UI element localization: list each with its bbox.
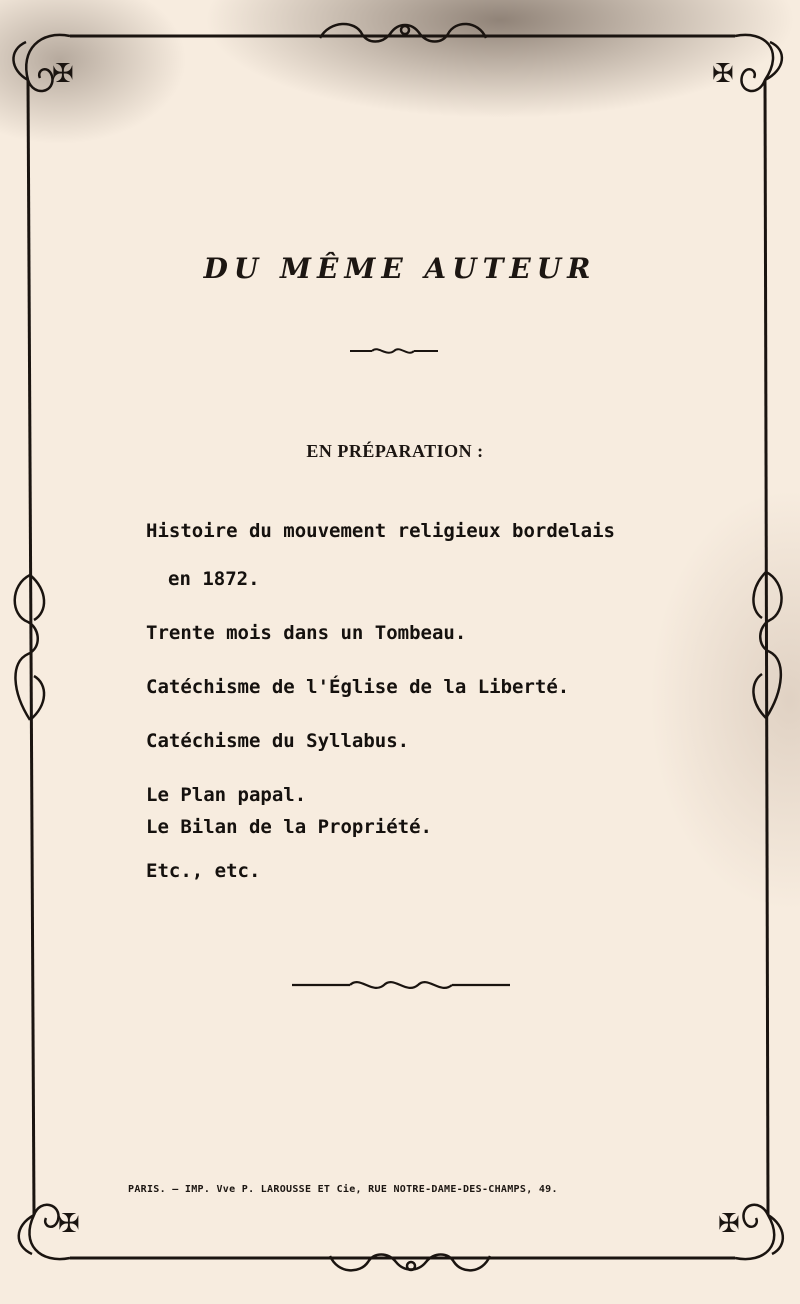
corner-ornament-icon (19, 1205, 80, 1259)
list-item: Catéchisme du Syllabus. (146, 730, 410, 752)
list-item: Histoire du mouvement religieux bordelais (146, 520, 615, 542)
divider-ornament (292, 982, 510, 988)
list-item: Le Bilan de la Propriété. (146, 816, 432, 838)
corner-ornament-icon (712, 35, 782, 91)
section-heading: DU MÊME AUTEUR (203, 252, 597, 285)
corner-ornament-icon (718, 1205, 783, 1259)
corner-ornament-icon (13, 35, 73, 91)
svg-text:✠: ✠ (712, 59, 734, 89)
svg-text:✠: ✠ (58, 1209, 80, 1239)
list-item: en 1872. (168, 568, 260, 590)
divider-ornament (350, 349, 438, 352)
list-item: Le Plan papal. (146, 784, 307, 806)
printer-imprint: PARIS. — IMP. Vve P. LAROUSSE ET Cie, RUE NOTRE-DAME-DES-CHAMPS, 49. (128, 1184, 558, 1195)
fleuron-icon (320, 24, 486, 42)
list-item: Trente mois dans un Tombeau. (146, 622, 467, 644)
svg-text:✠: ✠ (52, 59, 74, 89)
list-item: Etc., etc. (146, 860, 261, 882)
svg-text:✠: ✠ (718, 1209, 740, 1239)
section-subheading: EN PRÉPARATION : (306, 441, 484, 461)
list-item: Catéchisme de l'Église de la Liberté. (146, 676, 570, 698)
